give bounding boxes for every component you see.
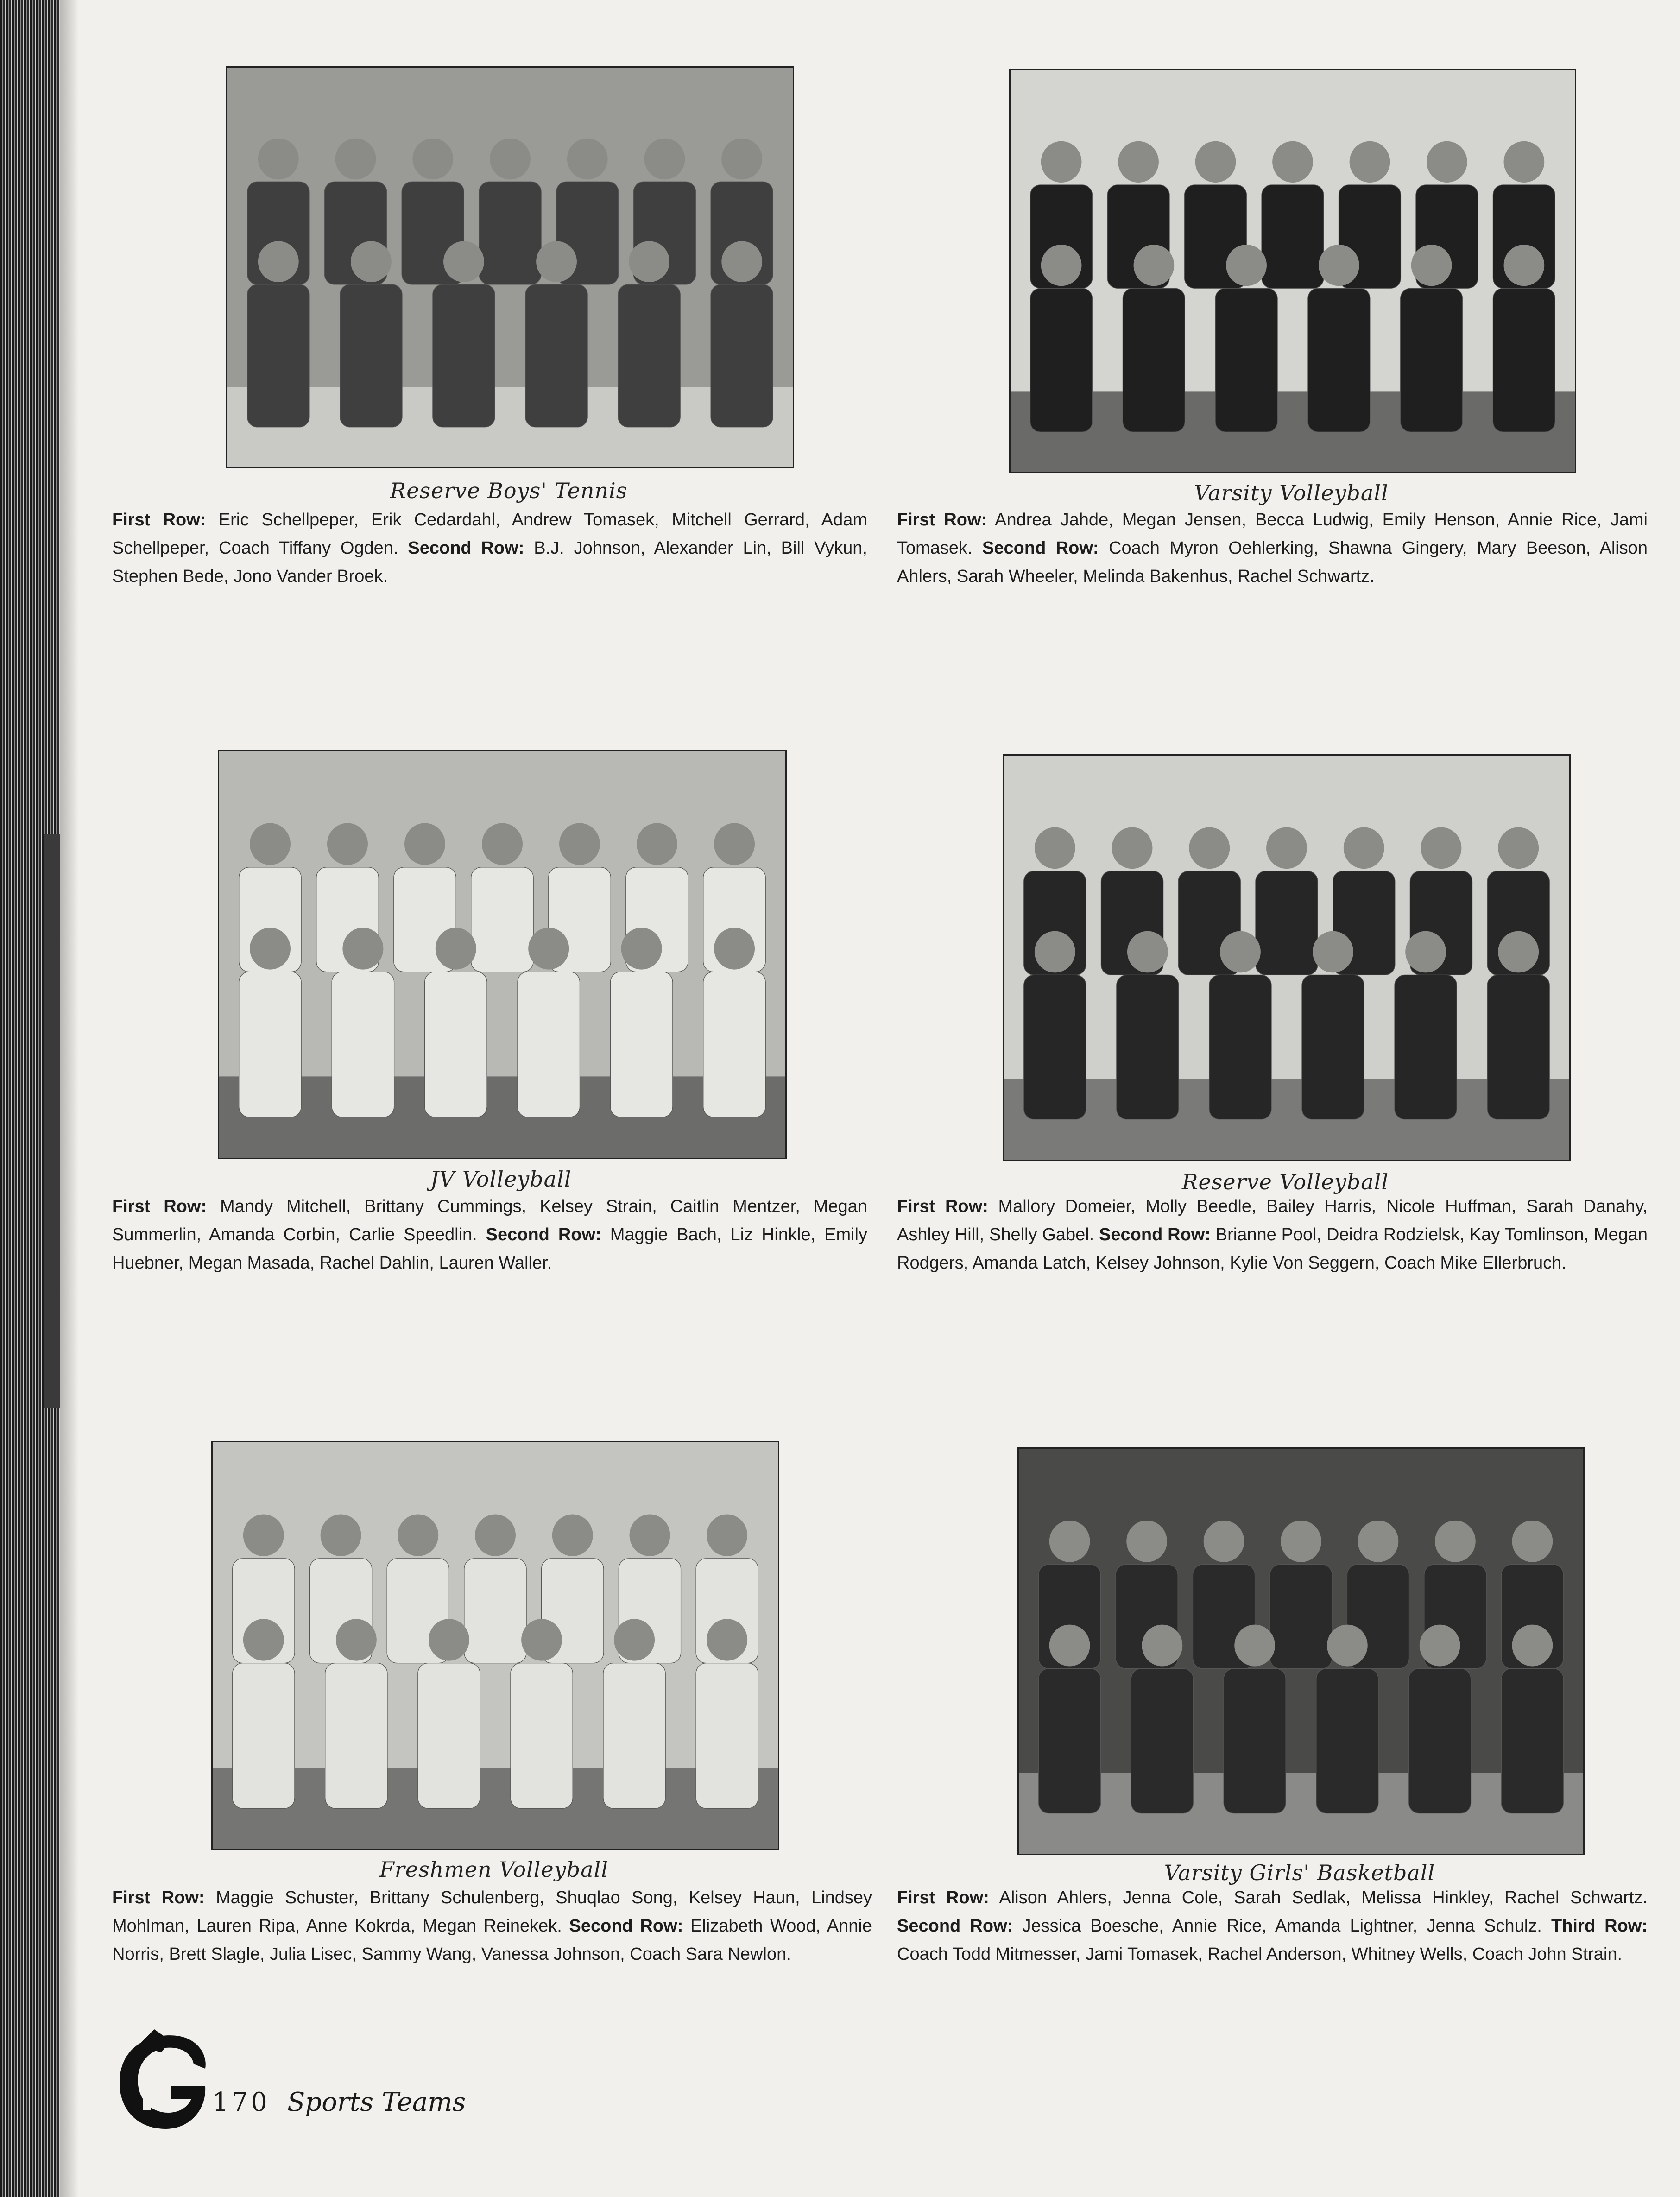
player-head	[1498, 931, 1539, 973]
player-head	[1226, 245, 1267, 286]
player-figure	[610, 972, 672, 1117]
row-names: Coach Todd Mitmesser, Jami Tomasek, Rachel Anderson, Whitney Wells, Coach John Strain.	[897, 1944, 1623, 1964]
player-figure	[479, 182, 541, 284]
section-name: Sports Teams	[287, 2087, 466, 2117]
team-title: Reserve Volleyball	[1181, 1169, 1389, 1194]
player-head	[1189, 827, 1230, 869]
player-figure	[1493, 288, 1555, 432]
player-figure	[418, 1663, 480, 1809]
player-head	[258, 139, 299, 180]
player-head	[436, 928, 476, 969]
player-figure	[239, 972, 301, 1117]
player-head	[614, 1619, 655, 1660]
team-title: JV Volleyball	[430, 1167, 572, 1192]
player-head	[630, 1515, 670, 1556]
team-photo-image	[227, 68, 793, 467]
player-figure	[1131, 1668, 1193, 1813]
team-photo-image	[1011, 70, 1575, 472]
row-names: Maggie Bach, Liz Hinkle, Emily Huebner, Megan Masada, Rachel Dahlin, Lauren Waller.	[112, 1225, 867, 1273]
player-head	[721, 241, 762, 282]
player-head	[1512, 1521, 1553, 1562]
player-head	[1504, 245, 1545, 286]
player-head	[1319, 245, 1359, 286]
team-photo-freshmen-volleyball	[211, 1441, 779, 1850]
player-head	[250, 928, 291, 969]
player-figure	[1316, 1668, 1378, 1813]
player-figure	[325, 1663, 387, 1809]
player-figure	[425, 972, 487, 1117]
player-figure	[1117, 975, 1179, 1119]
team-photo-jv-volleyball	[218, 750, 787, 1159]
team-photo-image	[1004, 756, 1569, 1160]
player-head	[1112, 827, 1153, 869]
player-figure	[696, 1663, 758, 1809]
player-head	[567, 139, 608, 180]
player-figure	[1030, 288, 1093, 432]
player-head	[243, 1619, 284, 1660]
row-names: Brianne Pool, Deidra Rodzielsk, Kay Tomlinson, Megan Rodgers, Amanda Latch, Kelsey Johnson, Kylie Von Seggern, Coach Mike Ellerbruch.	[897, 1225, 1648, 1273]
player-head	[1504, 141, 1545, 183]
team-caption	[897, 1193, 1648, 1277]
row-label: Second Row:	[569, 1916, 683, 1936]
player-head	[1281, 1521, 1321, 1562]
player-head	[335, 139, 376, 180]
team-photo-reserve-boys-tennis	[226, 66, 794, 468]
player-figure	[1039, 1668, 1101, 1813]
player-head	[1049, 1625, 1090, 1667]
player-figure	[1395, 975, 1457, 1119]
player-head	[552, 1515, 593, 1556]
player-head	[429, 1619, 469, 1660]
player-figure	[1209, 975, 1271, 1119]
player-figure	[471, 867, 533, 972]
player-head	[521, 1619, 562, 1660]
player-figure	[1215, 288, 1277, 432]
player-head	[336, 1619, 377, 1660]
player-head	[1498, 827, 1539, 869]
player-figure	[603, 1663, 665, 1809]
player-head	[258, 241, 299, 282]
player-head	[1272, 141, 1313, 183]
player-head	[412, 139, 453, 180]
player-figure	[1123, 288, 1185, 432]
team-caption	[112, 506, 867, 591]
player-head	[398, 1515, 438, 1556]
player-head	[404, 823, 445, 865]
player-head	[1220, 931, 1261, 973]
player-head	[443, 241, 484, 282]
player-figure	[1024, 975, 1086, 1119]
player-figure	[332, 972, 394, 1117]
team-photo-image	[1019, 1449, 1583, 1854]
row-label: Second Row:	[1099, 1225, 1211, 1244]
player-figure	[1409, 1668, 1471, 1813]
player-head	[1421, 827, 1462, 869]
player-head	[1344, 827, 1384, 869]
team-title: Reserve Boys' Tennis	[390, 478, 628, 503]
player-head	[1234, 1625, 1275, 1667]
row-names: Elizabeth Wood, Annie Norris, Brett Slagle, Julia Lisec, Sammy Wang, Vanessa Johnson, Coach Sara Newlon.	[112, 1916, 872, 1964]
team-caption	[897, 1884, 1648, 1969]
player-figure	[618, 284, 680, 427]
player-head	[1049, 1521, 1090, 1562]
player-head	[721, 139, 762, 180]
player-head	[327, 823, 368, 865]
row-names: B.J. Johnson, Alexander Lin, Bill Vykun, Stephen Bede, Jono Vander Broek.	[112, 538, 867, 586]
player-head	[1035, 827, 1075, 869]
team-photo-varsity-girls-basketball	[1017, 1447, 1585, 1855]
team-photo-reserve-volleyball	[1003, 754, 1571, 1161]
player-figure	[340, 284, 402, 427]
row-label: First Row:	[897, 1197, 988, 1216]
player-head	[707, 1619, 747, 1660]
player-figure	[1256, 871, 1318, 975]
player-head	[629, 241, 669, 282]
team-caption	[897, 506, 1648, 591]
player-head	[243, 1515, 284, 1556]
player-head	[1126, 1521, 1167, 1562]
player-head	[714, 823, 755, 865]
row-label: Second Row:	[486, 1225, 601, 1244]
player-figure	[711, 284, 773, 427]
row-label: Second Row:	[897, 1916, 1013, 1936]
row-label: First Row:	[112, 510, 206, 530]
page-gutter-shadow	[60, 0, 79, 2197]
team-title: Freshmen Volleyball	[379, 1857, 609, 1882]
team-title: Varsity Girls' Basketball	[1164, 1860, 1435, 1885]
team-photo-varsity-volleyball	[1009, 69, 1576, 473]
row-label: First Row:	[897, 1888, 989, 1907]
player-head	[1405, 931, 1446, 973]
player-head	[1204, 1521, 1244, 1562]
player-head	[1142, 1625, 1183, 1667]
player-figure	[1302, 975, 1364, 1119]
player-head	[1313, 931, 1353, 973]
player-head	[1350, 141, 1390, 183]
row-label: First Row:	[897, 510, 987, 530]
player-figure	[233, 1663, 295, 1809]
player-head	[1427, 141, 1467, 183]
row-names: Mallory Domeier, Molly Beedle, Bailey Harris, Nicole Huffman, Sarah Danahy, Ashley Hill, Shelly Gabel.	[897, 1197, 1648, 1244]
team-caption	[112, 1193, 867, 1277]
player-figure	[247, 284, 309, 427]
player-head	[1041, 245, 1082, 286]
player-head	[559, 823, 600, 865]
player-head	[528, 928, 569, 969]
row-names: Mandy Mitchell, Brittany Cummings, Kelsey Strain, Caitlin Mentzer, Megan Summerlin, Amanda Corbin, Carlie Speedlin.	[112, 1197, 867, 1244]
player-head	[1327, 1625, 1368, 1667]
player-head	[1435, 1521, 1476, 1562]
player-figure	[511, 1663, 573, 1809]
row-label: Third Row:	[1551, 1916, 1648, 1936]
player-head	[536, 241, 577, 282]
player-head	[1358, 1521, 1399, 1562]
player-head	[707, 1515, 747, 1556]
player-figure	[433, 284, 495, 427]
row-names: Maggie Schuster, Brittany Schulenberg, Shuqlao Song, Kelsey Haun, Lindsey Mohlman, Lauren Ripa, Anne Kokrda, Megan Reinekek.	[112, 1888, 872, 1936]
player-head	[482, 823, 523, 865]
player-head	[351, 241, 392, 282]
row-names: Coach Myron Oehlerking, Shawna Gingery, Mary Beeson, Alison Ahlers, Sarah Wheeler, Melinda Bakenhus, Rachel Schwartz.	[897, 538, 1648, 586]
team-caption	[112, 1884, 872, 1969]
player-head	[1134, 245, 1175, 286]
player-figure	[1270, 1565, 1332, 1669]
player-head	[321, 1515, 361, 1556]
team-photo-image	[219, 751, 785, 1158]
player-figure	[525, 284, 587, 427]
player-figure	[703, 972, 765, 1117]
player-head	[637, 823, 677, 865]
row-names: Jessica Boesche, Annie Rice, Amanda Lightner, Jenna Schulz.	[1022, 1916, 1542, 1936]
row-label: First Row:	[112, 1197, 207, 1216]
row-names: Alison Ahlers, Jenna Cole, Sarah Sedlak, Melissa Hinkley, Rachel Schwartz.	[999, 1888, 1648, 1907]
row-names: Andrea Jahde, Megan Jensen, Becca Ludwig, Emily Henson, Annie Rice, Jami Tomasek.	[897, 510, 1648, 558]
player-figure	[1501, 1668, 1563, 1813]
player-head	[1041, 141, 1082, 183]
player-figure	[1401, 288, 1463, 432]
team-title: Varsity Volleyball	[1194, 480, 1389, 505]
page-number: 170	[212, 2087, 270, 2117]
row-names: Eric Schellpeper, Erik Cedardahl, Andrew Tomasek, Mitchell Gerrard, Adam Schellpeper, Coach Tiffany Ogden.	[112, 510, 867, 558]
row-label: First Row:	[112, 1888, 205, 1907]
row-label: Second Row:	[408, 538, 524, 558]
player-head	[342, 928, 383, 969]
player-figure	[464, 1559, 526, 1663]
player-head	[621, 928, 662, 969]
player-head	[714, 928, 755, 969]
team-photo-image	[213, 1442, 778, 1849]
player-head	[644, 139, 685, 180]
player-figure	[1224, 1668, 1286, 1813]
player-head	[490, 139, 531, 180]
player-head	[1118, 141, 1159, 183]
player-head	[1420, 1625, 1460, 1667]
player-figure	[1487, 975, 1549, 1119]
player-head	[1127, 931, 1168, 973]
player-figure	[1308, 288, 1370, 432]
player-head	[1195, 141, 1236, 183]
player-figure	[518, 972, 580, 1117]
player-head	[475, 1515, 516, 1556]
player-figure	[1262, 185, 1324, 288]
row-label: Second Row:	[982, 538, 1099, 558]
binding-shadow	[44, 834, 60, 1408]
player-head	[250, 823, 291, 865]
player-head	[1512, 1625, 1553, 1667]
player-head	[1411, 245, 1452, 286]
player-head	[1266, 827, 1307, 869]
player-head	[1035, 931, 1075, 973]
spartan-helmet-logo-icon	[110, 2027, 212, 2134]
